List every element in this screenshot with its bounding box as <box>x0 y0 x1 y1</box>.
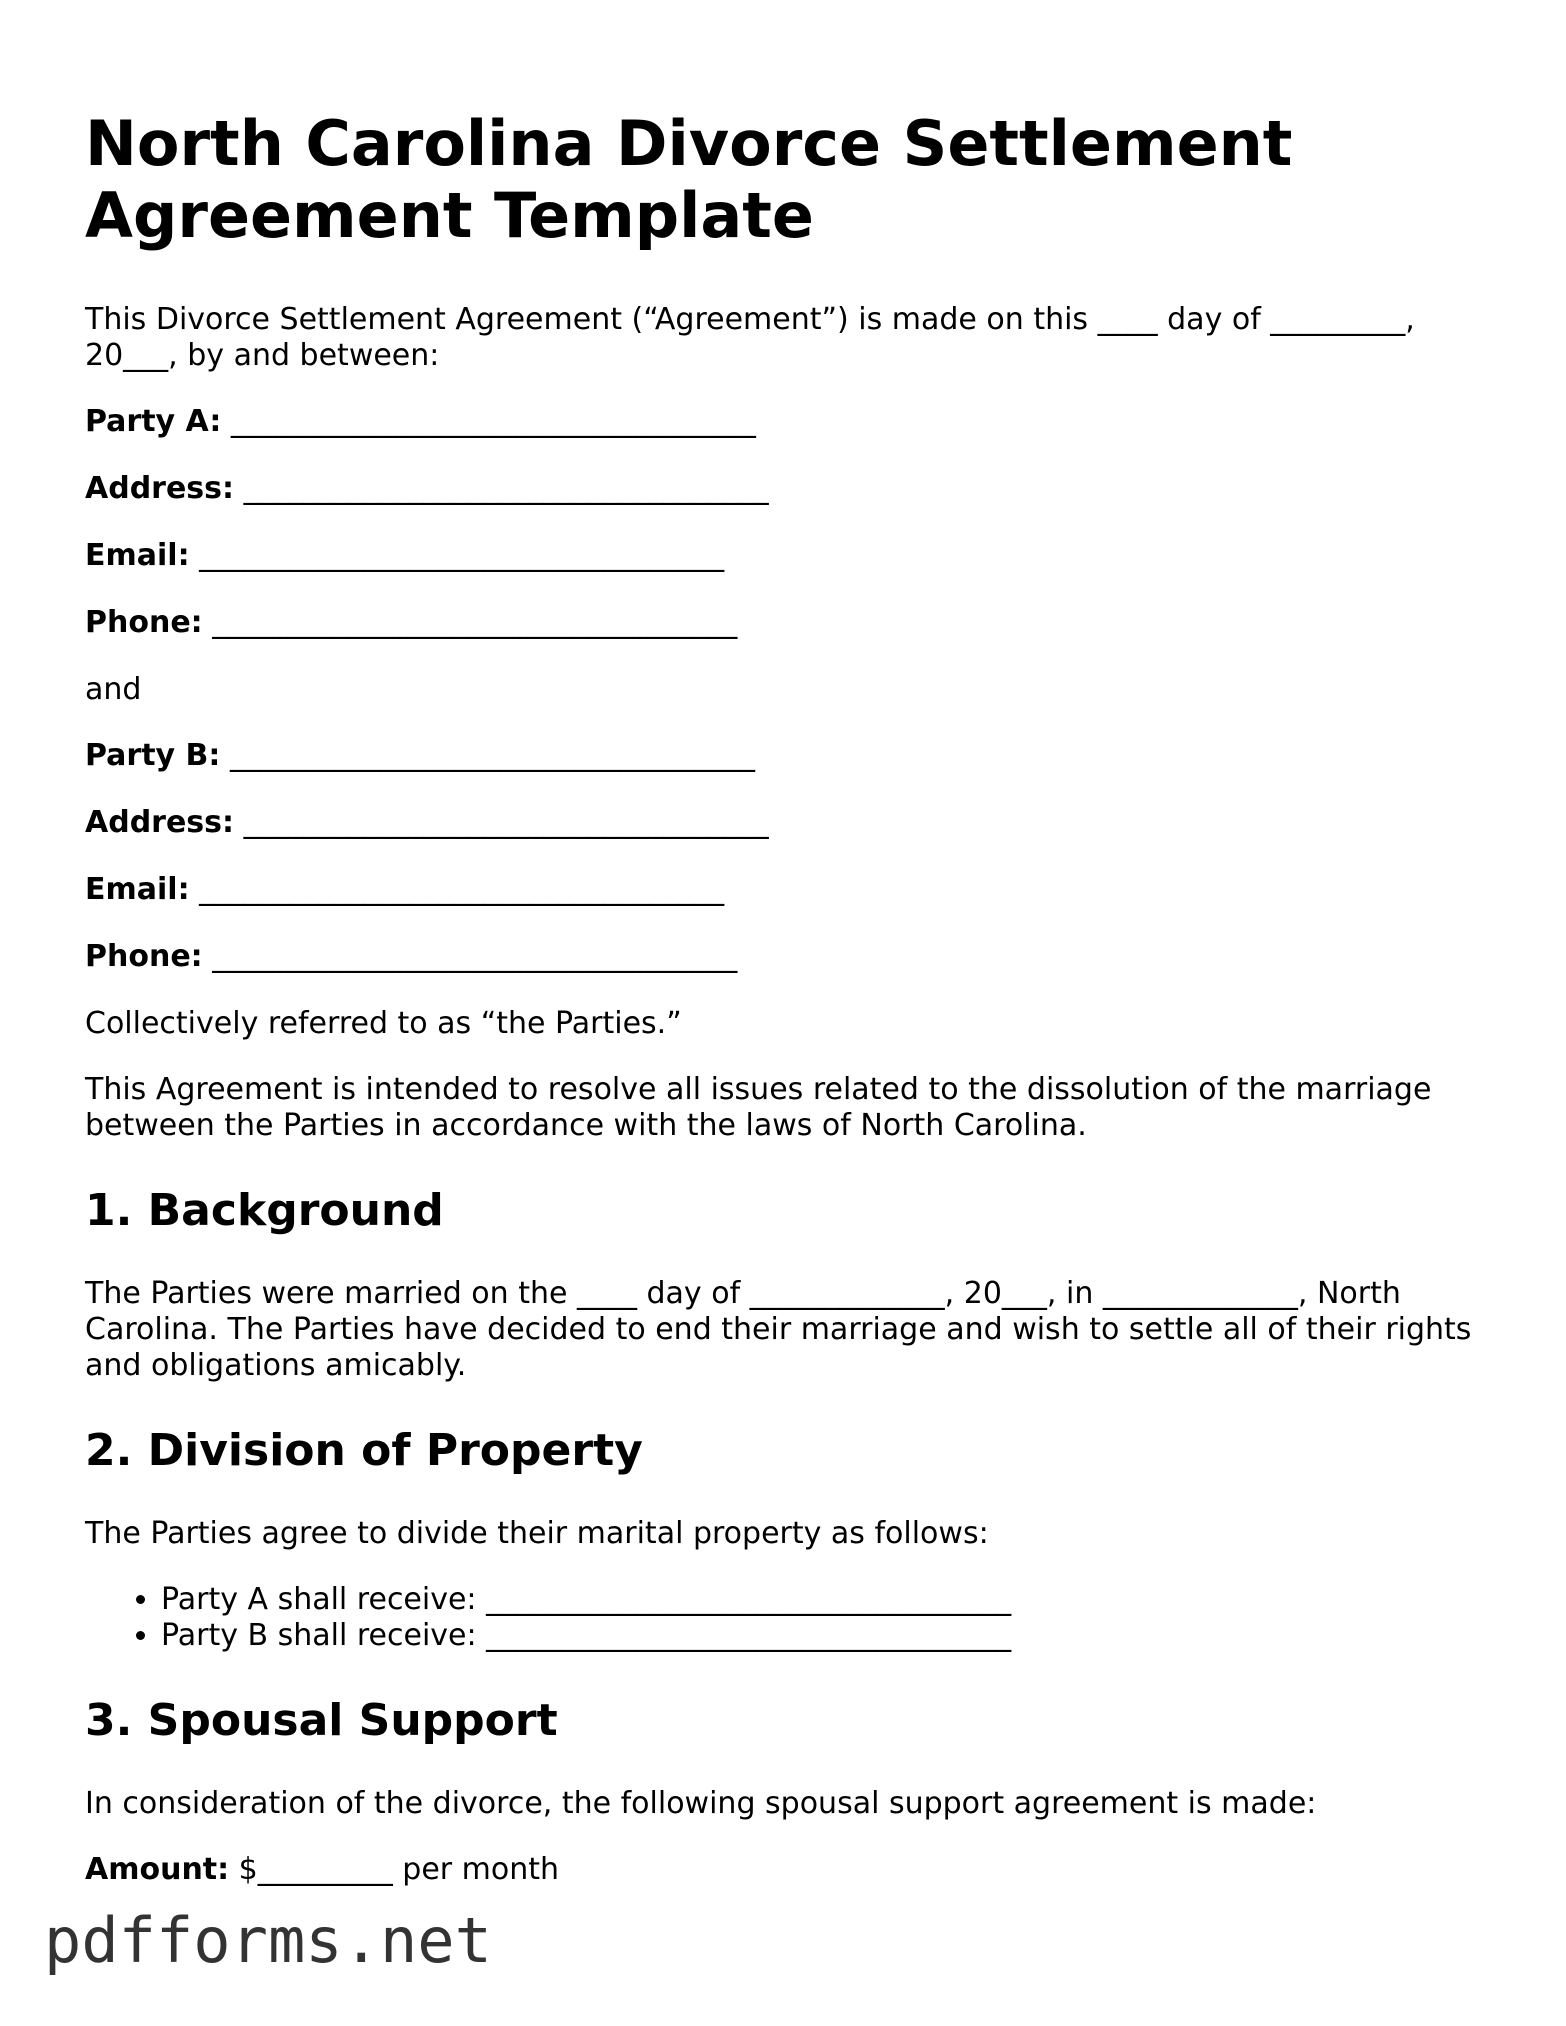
purpose-paragraph: This Agreement is intended to resolve all issues related to the dissolution of the marriage between the Parties in accordance with the laws of North Carolina. <box>85 1072 1432 1143</box>
party-a-email-blank[interactable]: ___________________________________ <box>199 538 725 573</box>
section-1-heading: 1. Background <box>85 1185 444 1236</box>
party-b-address-blank[interactable]: ___________________________________ <box>243 805 769 840</box>
party-b-name-blank[interactable]: ___________________________________ <box>229 738 755 773</box>
party-a-address-field[interactable] <box>85 471 1485 507</box>
section-2-paragraph: The Parties agree to divide their marital property as follows: <box>85 1516 989 1551</box>
amount-field[interactable] <box>85 1852 1485 1888</box>
party-a-name-label: Party A: <box>85 404 222 439</box>
party-a-email-label: Email: <box>85 538 190 573</box>
party-a-address-label: Address: <box>85 471 235 506</box>
and-text: and <box>85 672 142 707</box>
amount-blank[interactable]: $_________ per month <box>229 1852 560 1887</box>
party-a-address-blank[interactable]: ___________________________________ <box>243 471 769 506</box>
section-2-heading: 2. Division of Property <box>85 1425 643 1476</box>
section-1-paragraph: The Parties were married on the ____ day of _____________, 20___, in _____________, North Carolina. The Parties have decided to end their marriage and wish to settle all of their rights and obligations amicably. <box>85 1276 1472 1383</box>
amount-label: Amount: <box>85 1852 230 1887</box>
property-list <box>85 1582 1485 1654</box>
collectively-paragraph: Collectively referred to as “the Parties.” <box>85 1006 682 1041</box>
party-b-address-label: Address: <box>85 805 235 840</box>
party-b-email-blank[interactable]: ___________________________________ <box>199 872 725 907</box>
watermark-logo: pdfforms.net <box>44 1904 492 1977</box>
party-a-email-field[interactable] <box>85 538 1485 574</box>
party-a-phone-blank[interactable]: ___________________________________ <box>212 605 738 640</box>
property-item-party-b[interactable]: • Party B shall receive: ___________________________________ <box>161 1618 1485 1654</box>
party-b-email-field[interactable] <box>85 872 1485 908</box>
party-b-address-field[interactable] <box>85 805 1485 841</box>
party-b-phone-label: Phone: <box>85 939 203 974</box>
document-title: North Carolina Divorce Settlement Agreement Template <box>85 107 1293 252</box>
section-3-paragraph: In consideration of the divorce, the following spousal support agreement is made: <box>85 1786 1317 1821</box>
party-a-name-blank[interactable]: ___________________________________ <box>230 404 756 439</box>
party-b-name-field[interactable] <box>85 738 1485 774</box>
party-b-phone-field[interactable] <box>85 939 1485 975</box>
party-a-phone-field[interactable] <box>85 605 1485 641</box>
party-b-email-label: Email: <box>85 872 190 907</box>
section-3-heading: 3. Spousal Support <box>85 1695 558 1746</box>
intro-paragraph: This Divorce Settlement Agreement (“Agreement”) is made on this ____ day of _________, 20___, by and between: <box>85 302 1415 373</box>
property-item-party-a[interactable]: • Party A shall receive: ___________________________________ <box>161 1582 1485 1618</box>
party-a-phone-label: Phone: <box>85 605 203 640</box>
party-b-name-label: Party B: <box>85 738 221 773</box>
party-b-phone-blank[interactable]: ___________________________________ <box>212 939 738 974</box>
document-page <box>85 108 1485 1919</box>
party-a-name-field[interactable] <box>85 404 1485 440</box>
